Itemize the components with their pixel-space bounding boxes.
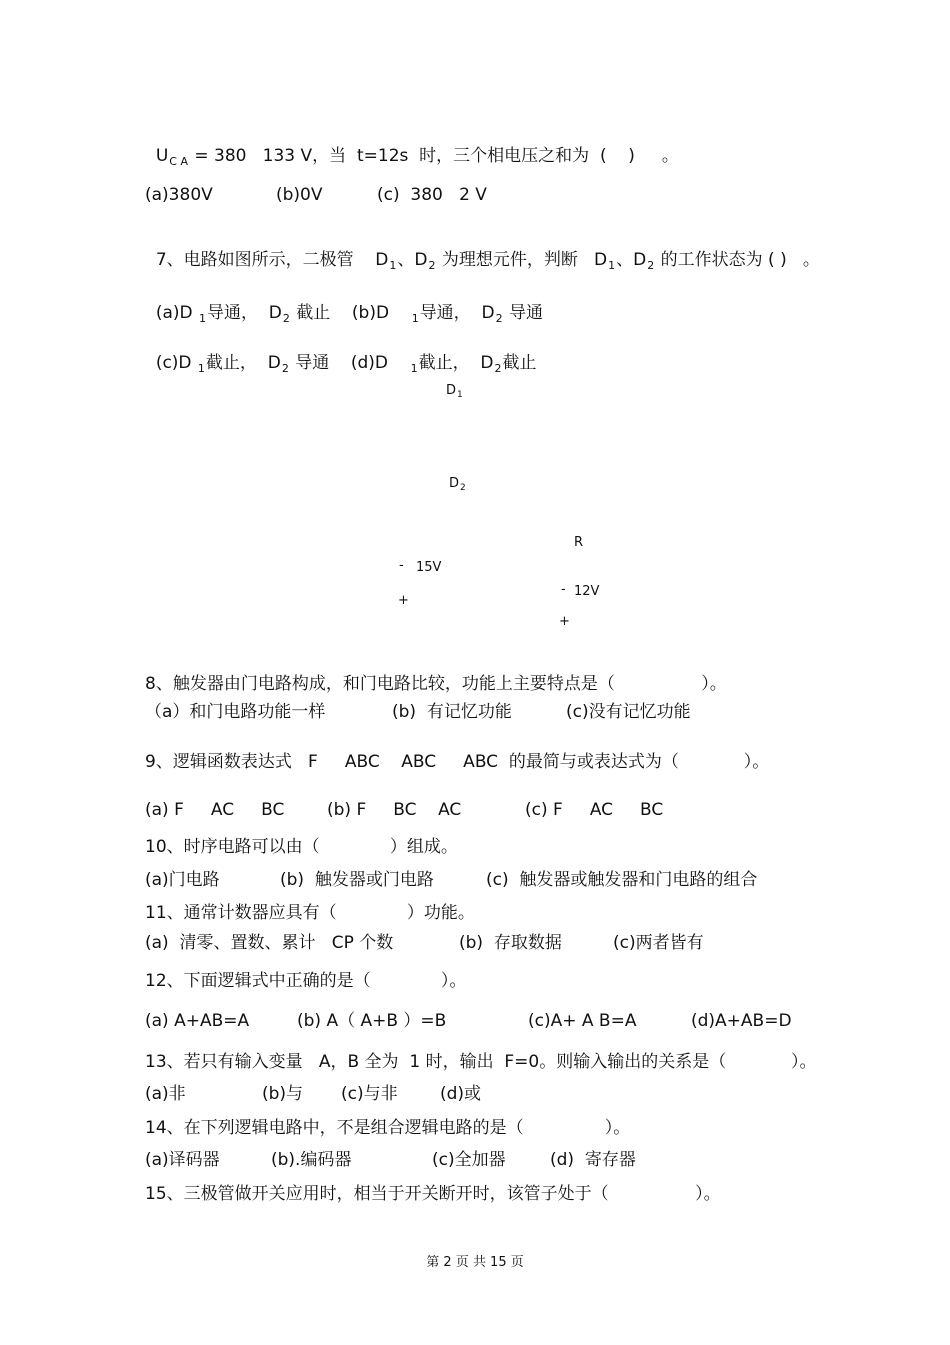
q14-option-b: (b).编码器 — [271, 1150, 352, 1170]
q7-option-sub: 2 — [494, 362, 502, 375]
q8-option-c: (c)没有记忆功能 — [566, 702, 691, 722]
q15-stem: 15、三极管做开关应用时，相当于开关断开时，该管子处于（ ）。 — [145, 1184, 721, 1204]
q10-option-b: (b) 触发器或门电路 — [280, 870, 434, 890]
q7-option-text: 截止， D — [418, 353, 494, 373]
q8-option-a: （a）和门电路功能一样 — [145, 702, 326, 722]
q12-option-c: (c)A+ A B=A — [528, 1011, 637, 1031]
q6-stem-prefix: U — [155, 146, 169, 166]
q7-option-text: (c)D — [155, 353, 197, 373]
q7-option-text: 截止 (b)D — [290, 303, 411, 323]
figure-label-v1-plus: + — [398, 593, 409, 608]
figure-label-d2-sub: 2 — [460, 483, 466, 493]
q7-stem-part: 、D — [397, 250, 428, 270]
figure-label-v2-plus: + — [559, 614, 570, 629]
q12-option-d: (d)A+AB=D — [691, 1011, 792, 1031]
q7-option-text: 截止， D — [205, 353, 281, 373]
q11-option-c: (c)两者皆有 — [613, 933, 704, 953]
q7-option-sub: 1 — [199, 312, 206, 325]
q6-stem-rest: = 380 133 V，当 t=12s 时，三个相电压之和为 ( ) 。 — [188, 146, 679, 166]
q7-option-text: (a)D — [155, 303, 198, 323]
q12-option-b: (b) A（ A+B ）=B — [297, 1011, 447, 1031]
q7-stem-part: 、D — [616, 250, 647, 270]
q9-option-c: (c) F AC BC — [525, 800, 664, 820]
q13-option-d: (d)或 — [440, 1084, 482, 1104]
q7-stem-part: 的工作状态为 ( ) 。 — [655, 250, 820, 270]
q7-stem-sub: 2 — [428, 259, 436, 272]
q7-stem-sub: 1 — [389, 259, 397, 272]
q7-options-row2 — [145, 338, 537, 375]
q9-stem: 9、逻辑函数表达式 F ABC ABC ABC 的最简与或表达式为（ ）。 — [145, 752, 770, 772]
q6-option-a: (a)380V — [145, 185, 213, 205]
q7-option-text: 导通， D — [419, 303, 495, 323]
figure-label-v1-minus: - — [399, 558, 404, 573]
figure-label-d2-text: D — [449, 476, 460, 491]
q7-stem-sub: 1 — [608, 259, 616, 272]
figure-label-r: R — [574, 535, 584, 550]
q13-option-b: (b)与 — [262, 1084, 304, 1104]
q11-option-a: (a) 清零、置数、累计 CP 个数 — [145, 933, 394, 953]
q12-option-a: (a) A+AB=A — [145, 1011, 250, 1031]
q7-option-text: 导通 — [503, 303, 543, 323]
q7-option-sub: 2 — [281, 362, 289, 375]
q7-stem-part: 7、电路如图所示，二极管 D — [155, 250, 389, 270]
q11-option-b: (b) 存取数据 — [459, 933, 562, 953]
q7-stem — [145, 235, 820, 272]
q9-option-a: (a) F AC BC — [145, 800, 285, 820]
q6-option-c: (c) 380 2 V — [377, 185, 487, 205]
figure-label-v1-value: 15V — [416, 560, 442, 575]
figure-label-d1-text: D — [446, 383, 457, 398]
figure-label-v2-minus: - — [561, 582, 566, 597]
q11-stem: 11、通常计数器应具有（ ）功能。 — [145, 903, 475, 923]
q14-option-d: (d) 寄存器 — [550, 1150, 636, 1170]
figure-label-d1 — [446, 383, 464, 400]
q7-stem-part: 为理想元件，判断 D — [436, 250, 608, 270]
q7-stem-sub: 2 — [647, 259, 655, 272]
figure-label-d1-sub: 1 — [457, 390, 463, 400]
q7-option-text: 导通 (d)D — [289, 353, 410, 373]
q8-stem: 8、触发器由门电路构成，和门电路比较，功能上主要特点是（ ）。 — [145, 674, 727, 694]
q14-stem: 14、在下列逻辑电路中，不是组合逻辑电路的是（ ）。 — [145, 1118, 631, 1138]
q6-stem — [145, 131, 679, 168]
q7-option-text: 导通， D — [207, 303, 282, 323]
q7-option-sub: 2 — [282, 312, 290, 325]
q7-option-sub: 1 — [411, 312, 419, 325]
figure-label-d2 — [449, 476, 467, 493]
q13-stem: 13、若只有输入变量 A，B 全为 1 时，输出 F=0。则输入输出的关系是（ ）。 — [145, 1052, 817, 1072]
page-footer: 第 2 页 共 15 页 — [426, 1255, 524, 1270]
q7-option-sub: 2 — [495, 312, 503, 325]
figure-label-v2-value: 12V — [574, 584, 600, 599]
q9-option-b: (b) F BC AC — [327, 800, 462, 820]
q13-option-a: (a)非 — [145, 1084, 186, 1104]
q7-option-text: 截止 — [502, 353, 537, 373]
q10-option-a: (a)门电路 — [145, 870, 220, 890]
q7-option-sub: 1 — [197, 362, 205, 375]
q14-option-c: (c)全加器 — [432, 1150, 506, 1170]
q7-options-row1 — [145, 288, 543, 325]
q8-option-b: (b) 有记忆功能 — [392, 702, 512, 722]
q6-stem-sub: C A — [169, 155, 188, 168]
q10-stem: 10、时序电路可以由（ ）组成。 — [145, 837, 458, 857]
q12-stem: 12、下面逻辑式中正确的是（ ）。 — [145, 971, 467, 991]
q13-option-c: (c)与非 — [341, 1084, 398, 1104]
q7-option-sub: 1 — [410, 362, 418, 375]
q6-option-b: (b)0V — [276, 185, 323, 205]
q10-option-c: (c) 触发器或触发器和门电路的组合 — [486, 870, 758, 890]
q14-option-a: (a)译码器 — [145, 1150, 220, 1170]
